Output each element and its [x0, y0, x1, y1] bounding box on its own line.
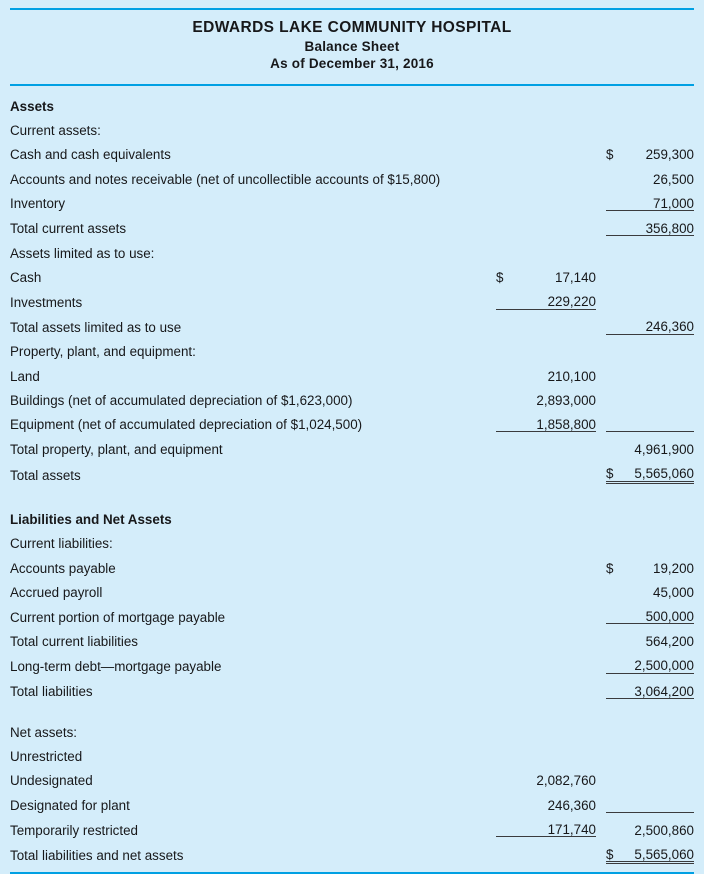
col1-currency-symbol	[496, 86, 512, 113]
line-item-row	[10, 739, 694, 763]
col2-currency-symbol	[606, 211, 622, 236]
col2-amount: 5,565,060	[622, 456, 694, 482]
col1-currency-symbol	[496, 138, 512, 162]
col1-currency-symbol	[496, 359, 512, 383]
col2-currency-symbol	[606, 527, 622, 551]
line-item-label: Total liabilities	[10, 684, 93, 700]
col1-amount	[512, 334, 596, 359]
col1-amount	[512, 715, 596, 739]
col2-currency-symbol	[606, 649, 622, 674]
col1-amount: 17,140	[555, 270, 596, 286]
column-gap	[596, 162, 606, 186]
line-item-label: Cash and cash equivalents	[10, 147, 171, 163]
col2-amount: 246,360	[622, 309, 694, 334]
line-item-row	[10, 285, 694, 310]
line-item-row	[10, 715, 694, 739]
column-gap	[596, 739, 606, 763]
col1-amount	[512, 309, 596, 334]
row-spacer	[10, 482, 694, 500]
col1-amount: 2,893,000	[536, 392, 596, 408]
col2-amount	[622, 285, 694, 310]
line-item-label: Total assets	[10, 467, 81, 483]
col2-amount: 356,800	[622, 211, 694, 236]
col2-currency-symbol	[606, 334, 622, 359]
col1-currency-symbol	[496, 407, 512, 432]
col2-amount: 19,200	[653, 560, 694, 576]
col1-amount	[512, 113, 596, 137]
col1-currency-symbol	[496, 456, 512, 482]
col2-currency-symbol	[606, 186, 622, 211]
col2-amount	[622, 739, 694, 763]
column-gap	[596, 113, 606, 137]
line-item-row	[10, 788, 694, 813]
line-item-label: Total assets limited as to use	[10, 319, 182, 335]
line-item-label: Long-term debt—mortgage payable	[10, 658, 222, 674]
column-gap	[596, 359, 606, 383]
line-item-label: Accounts and notes receivable (net of uncollectible accounts of $15,800)	[10, 171, 441, 187]
col2-currency-symbol: $	[606, 456, 622, 482]
col1-amount	[512, 432, 596, 457]
col2-amount	[622, 236, 694, 261]
col2-amount	[622, 407, 694, 432]
line-item-row	[10, 162, 694, 186]
col1-currency-symbol	[496, 649, 512, 674]
col2-amount: 71,000	[622, 186, 694, 211]
col1-currency-symbol	[496, 383, 512, 407]
col2-amount	[622, 500, 694, 527]
line-item-label: Total property, plant, and equipment	[10, 442, 223, 458]
col2-amount	[622, 383, 694, 407]
col1-amount: 171,740	[512, 812, 596, 837]
line-item-row	[10, 812, 694, 837]
column-gap	[596, 407, 606, 432]
col2-amount: 45,000	[653, 584, 694, 600]
col1-amount	[512, 138, 596, 162]
line-item-row	[10, 624, 694, 649]
line-item-label: Accounts payable	[10, 560, 116, 576]
column-gap	[596, 260, 606, 284]
column-gap	[596, 599, 606, 624]
line-item-label: Equipment (net of accumulated depreciation of $1,024,500)	[10, 417, 363, 433]
col2-amount	[622, 788, 694, 813]
col1-currency-symbol	[496, 763, 512, 787]
column-gap	[596, 673, 606, 698]
col2-currency-symbol	[606, 575, 622, 599]
col2-currency-symbol	[606, 359, 622, 383]
line-item-row	[10, 309, 694, 334]
col2-amount: 2,500,860	[622, 812, 694, 837]
col1-currency-symbol	[496, 624, 512, 649]
line-item-row	[10, 211, 694, 236]
line-item-label: Net assets:	[10, 724, 77, 740]
line-item-label: Undesignated	[10, 773, 93, 789]
statement-header	[10, 10, 694, 78]
line-item-row	[10, 359, 694, 383]
col2-amount	[622, 86, 694, 113]
col1-currency-symbol	[496, 309, 512, 334]
statement-date: As of December 31, 2016	[270, 56, 434, 72]
col1-amount	[512, 673, 596, 698]
col1-currency-symbol	[496, 285, 512, 310]
column-gap	[596, 624, 606, 649]
col1-currency-symbol	[496, 812, 512, 837]
line-item-label: Investments	[10, 294, 83, 310]
line-item-label: Inventory	[10, 196, 66, 212]
col2-currency-symbol	[606, 715, 622, 739]
row-spacer	[10, 698, 694, 715]
line-item-row	[10, 138, 694, 162]
col1-currency-symbol	[496, 236, 512, 261]
col2-amount: 4,961,900	[622, 432, 694, 457]
col2-currency-symbol	[606, 407, 622, 432]
line-item-label: Assets limited as to use:	[10, 246, 155, 262]
col2-currency-symbol	[606, 763, 622, 787]
col2-amount	[622, 763, 694, 787]
col1-amount	[512, 551, 596, 575]
line-item-row	[10, 575, 694, 599]
column-gap	[596, 812, 606, 837]
col2-amount: 3,064,200	[622, 673, 694, 698]
line-item-label: Total current assets	[10, 221, 127, 237]
col1-amount	[512, 500, 596, 527]
col1-amount	[512, 162, 596, 186]
col1-currency-symbol	[496, 186, 512, 211]
organization-name: EDWARDS LAKE COMMUNITY HOSPITAL	[192, 19, 512, 36]
balance-sheet-page	[0, 8, 704, 864]
col2-currency-symbol: $	[606, 147, 614, 163]
column-gap	[596, 788, 606, 813]
col2-currency-symbol	[606, 599, 622, 624]
balance-sheet-body	[10, 86, 694, 862]
line-item-label: Current portion of mortgage payable	[10, 609, 226, 625]
col1-currency-symbol	[496, 715, 512, 739]
col2-currency-symbol	[606, 113, 622, 137]
column-gap	[596, 211, 606, 236]
line-item-label: Buildings (net of accumulated depreciation of $1,623,000)	[10, 392, 353, 408]
balance-sheet-table	[10, 86, 694, 864]
column-gap	[596, 763, 606, 787]
line-item-row	[10, 186, 694, 211]
column-gap	[596, 837, 606, 863]
column-gap	[596, 649, 606, 674]
col2-currency-symbol: $	[606, 560, 614, 576]
col1-amount	[512, 86, 596, 113]
line-item-row	[10, 383, 694, 407]
col2-currency-symbol	[606, 285, 622, 310]
col1-amount: 2,082,760	[536, 773, 596, 789]
col2-currency-symbol	[606, 162, 622, 186]
col1-amount: 1,858,800	[512, 407, 596, 432]
col2-amount	[622, 113, 694, 137]
col1-currency-symbol	[496, 211, 512, 236]
col1-currency-symbol	[496, 837, 512, 863]
col2-currency-symbol	[606, 500, 622, 527]
column-gap	[596, 575, 606, 599]
col1-amount	[512, 211, 596, 236]
column-gap	[596, 432, 606, 457]
col2-currency-symbol	[606, 432, 622, 457]
col1-currency-symbol	[496, 739, 512, 763]
col1-amount	[512, 456, 596, 482]
col1-amount	[512, 624, 596, 649]
col1-currency-symbol	[496, 599, 512, 624]
line-item-row	[10, 236, 694, 261]
line-item-row	[10, 763, 694, 787]
col2-amount: 259,300	[645, 147, 694, 163]
col2-currency-symbol	[606, 788, 622, 813]
col2-amount	[622, 260, 694, 284]
col1-currency-symbol	[496, 162, 512, 186]
line-item-label: Cash	[10, 270, 42, 286]
col2-currency-symbol: $	[606, 837, 622, 863]
line-item-label: Accrued payroll	[10, 584, 103, 600]
column-gap	[596, 236, 606, 261]
col2-currency-symbol	[606, 812, 622, 837]
line-item-label: Property, plant, and equipment:	[10, 344, 196, 360]
line-item-row	[10, 673, 694, 698]
column-gap	[596, 186, 606, 211]
col1-amount	[512, 649, 596, 674]
line-item-row	[10, 649, 694, 674]
column-gap	[596, 383, 606, 407]
column-gap	[596, 715, 606, 739]
col1-amount	[512, 527, 596, 551]
section-heading-row	[10, 500, 694, 527]
line-item-label: Current assets:	[10, 123, 101, 139]
col2-amount: 26,500	[653, 171, 694, 187]
line-item-label: Designated for plant	[10, 797, 130, 813]
line-item-label: Total liabilities and net assets	[10, 848, 184, 864]
col2-currency-symbol	[606, 260, 622, 284]
col2-currency-symbol	[606, 739, 622, 763]
col1-amount	[512, 236, 596, 261]
col1-amount	[512, 739, 596, 763]
line-item-row	[10, 113, 694, 137]
col1-currency-symbol	[496, 673, 512, 698]
col1-currency-symbol	[496, 575, 512, 599]
col1-amount	[512, 575, 596, 599]
line-item-row	[10, 527, 694, 551]
line-item-row	[10, 260, 694, 284]
column-gap	[596, 551, 606, 575]
col1-amount	[512, 599, 596, 624]
line-item-label: Total current liabilities	[10, 634, 139, 650]
line-item-row	[10, 837, 694, 863]
col1-currency-symbol	[496, 113, 512, 137]
col1-amount: 210,100	[547, 368, 596, 384]
col2-amount: 500,000	[622, 599, 694, 624]
column-gap	[596, 500, 606, 527]
col2-amount	[622, 527, 694, 551]
column-gap	[596, 285, 606, 310]
col2-amount: 5,565,060	[622, 837, 694, 863]
col2-currency-symbol	[606, 309, 622, 334]
col2-currency-symbol	[606, 673, 622, 698]
col2-amount: 564,200	[645, 634, 694, 650]
col1-amount	[512, 837, 596, 863]
statement-title: Balance Sheet	[304, 38, 400, 54]
line-item-row	[10, 599, 694, 624]
col2-amount: 2,500,000	[622, 649, 694, 674]
line-item-label: Assets	[10, 98, 54, 114]
col1-currency-symbol	[496, 432, 512, 457]
col1-currency-symbol	[496, 788, 512, 813]
line-item-row	[10, 407, 694, 432]
line-item-label: Land	[10, 368, 40, 384]
line-item-row	[10, 551, 694, 575]
col2-amount	[622, 715, 694, 739]
line-item-row	[10, 334, 694, 359]
col2-currency-symbol	[606, 236, 622, 261]
col1-amount	[512, 186, 596, 211]
col1-currency-symbol	[496, 500, 512, 527]
column-gap	[596, 456, 606, 482]
col1-currency-symbol	[496, 334, 512, 359]
line-item-label: Temporarily restricted	[10, 822, 138, 838]
line-item-row	[10, 432, 694, 457]
col2-amount	[622, 359, 694, 383]
col1-amount: 229,220	[512, 285, 596, 310]
col2-currency-symbol	[606, 86, 622, 113]
column-gap	[596, 527, 606, 551]
col1-currency-symbol	[496, 551, 512, 575]
column-gap	[596, 138, 606, 162]
col2-currency-symbol	[606, 624, 622, 649]
section-heading-row	[10, 86, 694, 113]
column-gap	[596, 86, 606, 113]
line-item-label: Unrestricted	[10, 748, 83, 764]
col2-amount	[622, 334, 694, 359]
col2-currency-symbol	[606, 383, 622, 407]
col1-amount: 246,360	[547, 797, 596, 813]
col1-currency-symbol: $	[496, 270, 504, 286]
column-gap	[596, 309, 606, 334]
col1-currency-symbol	[496, 527, 512, 551]
line-item-label: Liabilities and Net Assets	[10, 512, 172, 528]
column-gap	[596, 334, 606, 359]
line-item-label: Current liabilities:	[10, 536, 113, 552]
line-item-row	[10, 456, 694, 482]
